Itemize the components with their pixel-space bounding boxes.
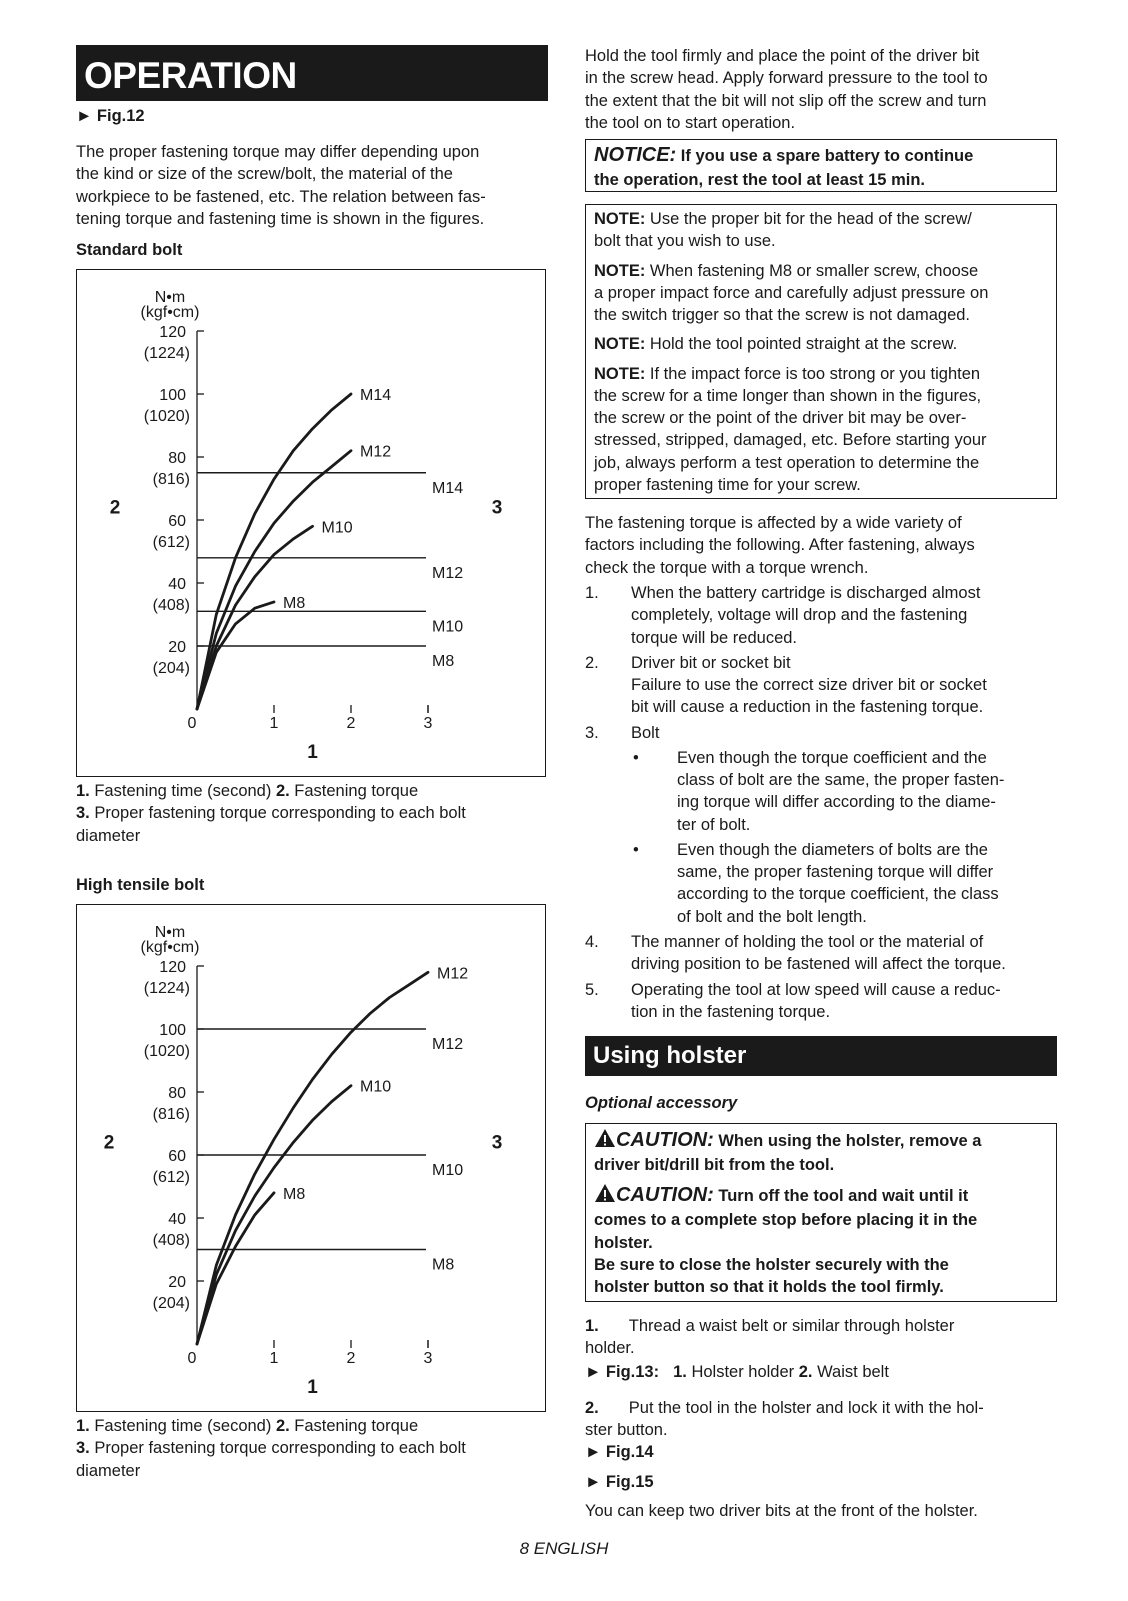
figure-ref-15: ► Fig.15 bbox=[585, 1472, 654, 1491]
bullet-item bbox=[585, 839, 1065, 928]
y-tick-sublabel: (816) bbox=[152, 1106, 190, 1123]
optional-accessory-label: Optional accessory bbox=[585, 1094, 738, 1112]
x-axis-label: 1 bbox=[307, 742, 318, 763]
bullet-text: same, the proper fastening torque will differ bbox=[677, 863, 994, 882]
y-tick-label: 60 bbox=[168, 513, 186, 530]
series-label: M10 bbox=[360, 1078, 392, 1096]
chart-caption-high bbox=[76, 1415, 548, 1482]
step-2 bbox=[585, 1397, 1065, 1442]
y-tick-sublabel: (1224) bbox=[143, 345, 190, 362]
caption-num: 1. bbox=[76, 1417, 90, 1435]
x-tick-label: 3 bbox=[423, 715, 433, 732]
proper-torque-label: M8 bbox=[432, 653, 455, 670]
proper-torque-label: M8 bbox=[432, 1256, 455, 1274]
notice-text: the operation, rest the tool at least 15 min. bbox=[594, 171, 925, 189]
factors-paragraph bbox=[585, 512, 1065, 579]
standard-bolt-title: Standard bolt bbox=[76, 241, 183, 259]
y-tick-label: 120 bbox=[159, 959, 186, 976]
list-text: driving position to be fastened will affect the torque. bbox=[631, 955, 1006, 974]
note-label: NOTE: bbox=[594, 210, 646, 228]
list-number: 5. bbox=[585, 980, 599, 999]
caption-num: 1. bbox=[673, 1362, 687, 1381]
y-tick-label: 120 bbox=[159, 324, 186, 341]
bullet-text: Even though the torque coefficient and the bbox=[677, 748, 987, 767]
note-text: proper fastening time for your screw. bbox=[594, 475, 861, 494]
last-paragraph: You can keep two driver bits at the front of the holster. bbox=[585, 1501, 978, 1520]
caption-num: 3. bbox=[76, 1439, 90, 1458]
unit-label: N•m bbox=[154, 289, 186, 306]
list-number: 2. bbox=[585, 653, 599, 672]
x-tick-label: 0 bbox=[187, 715, 197, 732]
list-text: bit will cause a reduction in the fastening torque. bbox=[631, 698, 984, 717]
proper-torque-label: M12 bbox=[432, 1036, 464, 1053]
caution-box bbox=[585, 1123, 1057, 1302]
note-item bbox=[594, 208, 1048, 253]
list-number: 1. bbox=[585, 584, 599, 602]
caption-text: diameter bbox=[76, 1461, 141, 1480]
list-text: completely, voltage will drop and the fastening bbox=[631, 606, 968, 625]
caption-text: Proper fastening torque corresponding to each bolt bbox=[89, 804, 466, 823]
text-line: the tool on to start operation. bbox=[585, 113, 796, 132]
y-tick-sublabel: (1020) bbox=[143, 1043, 190, 1060]
intro-line: The proper fastening torque may differ depending upon bbox=[76, 143, 480, 161]
intro-paragraph bbox=[76, 141, 556, 230]
caution-title: CAUTION: bbox=[616, 1184, 714, 1207]
bullet-dot: • bbox=[633, 840, 639, 859]
note-text: the screw for a time longer than shown in the figures, bbox=[594, 386, 982, 405]
series-curve-m14 bbox=[197, 394, 351, 709]
high-tensile-bolt-chart bbox=[77, 905, 545, 1411]
caption-text: Fastening time (second) bbox=[89, 1417, 276, 1435]
x-tick-label: 2 bbox=[346, 715, 356, 732]
y-tick-label: 40 bbox=[168, 1211, 186, 1228]
series-curve-m10 bbox=[197, 1086, 351, 1344]
series-label: M14 bbox=[360, 387, 392, 404]
caution-text: Turn off the tool and wait until it bbox=[713, 1187, 969, 1206]
note-text: a proper impact force and carefully adjust pressure on bbox=[594, 283, 989, 302]
bullet-text: of bolt and the bolt length. bbox=[677, 907, 867, 926]
y-axis-label: 2 bbox=[103, 1132, 115, 1154]
bullet-item bbox=[585, 747, 1065, 836]
chart-caption-standard bbox=[76, 780, 548, 847]
figure-ref-14: ► Fig.14 bbox=[585, 1443, 654, 1462]
y-tick-sublabel: (612) bbox=[152, 534, 190, 551]
caption-num: 3. bbox=[76, 804, 90, 823]
y-tick-sublabel: (408) bbox=[152, 1232, 190, 1249]
proper-torque-label: M10 bbox=[432, 1162, 464, 1179]
notice-text: If you use a spare battery to continue bbox=[676, 147, 974, 165]
text-line: The fastening torque is affected by a wide variety of bbox=[585, 514, 962, 532]
caption-num: 2. bbox=[275, 782, 290, 800]
step-1 bbox=[585, 1315, 1065, 1360]
list-number: 4. bbox=[585, 932, 599, 951]
warning-triangle-icon bbox=[594, 1128, 616, 1148]
caution-text: Be sure to close the holster securely with the bbox=[594, 1255, 949, 1274]
caution-text: comes to a complete stop before placing it in the bbox=[594, 1211, 978, 1230]
list-text: When the battery cartridge is discharged almost bbox=[631, 584, 981, 602]
intro-line: the kind or size of the screw/bolt, the material of the bbox=[76, 165, 453, 184]
caution-text: driver bit/drill bit from the tool. bbox=[594, 1156, 835, 1174]
y-tick-sublabel: (816) bbox=[152, 471, 190, 488]
series-curve-m12 bbox=[197, 451, 351, 709]
bullet-text: according to the torque coefficient, the class bbox=[677, 885, 999, 904]
note-text: If the impact force is too strong or you tighten bbox=[645, 364, 981, 383]
step-number: 2. bbox=[585, 1398, 599, 1417]
x-tick-label: 3 bbox=[423, 1350, 433, 1367]
proper-torque-label: M14 bbox=[432, 479, 464, 497]
text-line: check the torque with a torque wrench. bbox=[585, 558, 869, 577]
list-number: 3. bbox=[585, 723, 599, 742]
bullet-text: class of bolt are the same, the proper fasten- bbox=[677, 771, 1005, 790]
note-text: bolt that you wish to use. bbox=[594, 232, 776, 251]
right-axis-label: 3 bbox=[491, 497, 503, 519]
y-tick-sublabel: (1224) bbox=[143, 980, 190, 997]
note-text: the screw or the point of the driver bit may be over- bbox=[594, 409, 967, 428]
list-text: Operating the tool at low speed will cause a reduc- bbox=[631, 980, 1001, 999]
series-curve-m12 bbox=[197, 972, 428, 1344]
bullet-text: ing torque will differ according to the diame- bbox=[677, 793, 996, 812]
caption-num: 2. bbox=[798, 1362, 813, 1381]
page-title: OPERATION bbox=[76, 45, 548, 101]
caution-title: CAUTION: bbox=[616, 1129, 714, 1151]
list-text: Bolt bbox=[631, 723, 660, 742]
list-text: torque will be reduced. bbox=[631, 628, 798, 647]
caption-num: 2. bbox=[275, 1417, 290, 1435]
unit-label: (kgf•cm) bbox=[140, 939, 200, 956]
bullet-text: Even though the diameters of bolts are the bbox=[677, 840, 988, 859]
figure-ref-13 bbox=[585, 1361, 1065, 1383]
y-tick-sublabel: (408) bbox=[152, 597, 190, 614]
holster-heading: Using holster bbox=[585, 1036, 1057, 1076]
factors-list bbox=[585, 582, 1065, 1023]
page-footer: 8 ENGLISH bbox=[519, 1539, 609, 1558]
high-tensile-chart-frame bbox=[76, 904, 546, 1412]
y-tick-sublabel: (612) bbox=[152, 1169, 190, 1186]
right-axis-label: 3 bbox=[491, 1132, 503, 1154]
caption-text: diameter bbox=[76, 826, 141, 845]
intro-line: workpiece to be fastened, etc. The relation between fas- bbox=[76, 187, 486, 206]
list-item bbox=[585, 931, 1065, 976]
operation-paragraph bbox=[585, 45, 1065, 134]
step-text: Thread a waist belt or similar through holster bbox=[628, 1317, 955, 1335]
text-line: the extent that the bit will not slip off the screw and turn bbox=[585, 91, 987, 110]
y-tick-sublabel: (1020) bbox=[143, 408, 190, 425]
x-tick-label: 1 bbox=[269, 1350, 279, 1367]
x-tick-label: 2 bbox=[346, 1350, 356, 1367]
step-text: holder. bbox=[585, 1339, 635, 1358]
note-text: Hold the tool pointed straight at the screw. bbox=[645, 335, 958, 354]
caption-text: Fastening torque bbox=[289, 782, 419, 800]
text-line: in the screw head. Apply forward pressure to the tool to bbox=[585, 69, 988, 88]
series-label: M10 bbox=[321, 519, 353, 537]
caution-text: holster button so that it holds the tool firmly. bbox=[594, 1278, 944, 1297]
list-text: Driver bit or socket bit bbox=[631, 653, 791, 672]
y-tick-label: 40 bbox=[168, 576, 186, 593]
series-label: M8 bbox=[283, 1185, 306, 1203]
note-text: Use the proper bit for the head of the screw/ bbox=[645, 210, 972, 228]
y-tick-label: 20 bbox=[168, 1274, 186, 1291]
note-item bbox=[594, 260, 1048, 327]
list-text: Failure to use the correct size driver bit or socket bbox=[631, 676, 987, 695]
unit-label: (kgf•cm) bbox=[140, 304, 200, 321]
series-label: M8 bbox=[283, 594, 306, 612]
list-text: The manner of holding the tool or the material of bbox=[631, 932, 984, 951]
note-label: NOTE: bbox=[594, 364, 646, 383]
intro-line: tening torque and fastening time is shown in the figures. bbox=[76, 209, 485, 228]
series-label: M12 bbox=[360, 443, 392, 461]
note-text: When fastening M8 or smaller screw, choose bbox=[645, 261, 979, 280]
notes-box bbox=[585, 204, 1057, 499]
bullet-text: ter of bolt. bbox=[677, 815, 751, 834]
step-text: Put the tool in the holster and lock it with the hol- bbox=[628, 1398, 984, 1417]
note-label: NOTE: bbox=[594, 261, 646, 280]
step-text: ster button. bbox=[585, 1421, 668, 1440]
note-item bbox=[594, 333, 1048, 355]
list-item bbox=[585, 582, 1065, 649]
x-tick-label: 1 bbox=[269, 715, 279, 732]
notice-box bbox=[585, 139, 1057, 192]
y-tick-label: 80 bbox=[168, 450, 186, 467]
caption-text: Holster holder bbox=[686, 1362, 799, 1381]
list-item bbox=[585, 652, 1065, 719]
unit-label: N•m bbox=[154, 924, 186, 941]
text-line: factors including the following. After fastening, always bbox=[585, 536, 975, 555]
figure-ref: ► Fig.13: bbox=[585, 1362, 660, 1381]
list-text: tion in the fastening torque. bbox=[631, 1002, 831, 1021]
caution-item bbox=[594, 1127, 1048, 1176]
y-tick-label: 80 bbox=[168, 1085, 186, 1102]
note-text: stressed, stripped, damaged, etc. Before starting your bbox=[594, 431, 987, 450]
caption-text: Fastening torque bbox=[289, 1417, 419, 1435]
figure-ref-12: ► Fig.12 bbox=[76, 107, 145, 125]
note-item bbox=[594, 363, 1048, 497]
y-tick-label: 60 bbox=[168, 1148, 186, 1165]
standard-bolt-chart-frame bbox=[76, 269, 546, 777]
y-tick-label: 100 bbox=[159, 387, 186, 404]
list-item bbox=[585, 722, 1065, 744]
x-tick-label: 0 bbox=[187, 1350, 197, 1367]
notice-title: NOTICE: bbox=[594, 144, 677, 166]
standard-bolt-chart bbox=[77, 270, 545, 776]
proper-torque-label: M12 bbox=[432, 564, 464, 582]
caution-text: holster. bbox=[594, 1233, 653, 1252]
list-item bbox=[585, 979, 1065, 1024]
caption-num: 1. bbox=[76, 782, 90, 800]
high-tensile-bolt-title: High tensile bolt bbox=[76, 876, 205, 894]
bullet-dot: • bbox=[633, 748, 639, 767]
series-label: M12 bbox=[437, 965, 469, 983]
caption-text: Waist belt bbox=[812, 1362, 889, 1381]
proper-torque-label: M10 bbox=[432, 618, 464, 636]
y-tick-label: 100 bbox=[159, 1022, 186, 1039]
y-tick-sublabel: (204) bbox=[152, 1295, 190, 1312]
caption-text: Proper fastening torque corresponding to each bolt bbox=[89, 1439, 466, 1458]
caution-item bbox=[594, 1182, 1048, 1298]
text-line: Hold the tool firmly and place the point of the driver bit bbox=[585, 47, 980, 65]
caption-text: Fastening time (second) bbox=[89, 782, 276, 800]
note-text: the switch trigger so that the screw is not damaged. bbox=[594, 306, 971, 325]
warning-triangle-icon bbox=[594, 1183, 616, 1203]
x-axis-label: 1 bbox=[307, 1377, 318, 1398]
holster-steps bbox=[585, 1315, 1065, 1522]
y-axis-label: 2 bbox=[109, 497, 121, 519]
step-number: 1. bbox=[585, 1317, 599, 1335]
note-text: job, always perform a test operation to determine the bbox=[594, 453, 980, 472]
note-label: NOTE: bbox=[594, 335, 646, 354]
caution-text: When using the holster, remove a bbox=[713, 1132, 982, 1150]
y-tick-label: 20 bbox=[168, 639, 186, 656]
y-tick-sublabel: (204) bbox=[152, 660, 190, 677]
